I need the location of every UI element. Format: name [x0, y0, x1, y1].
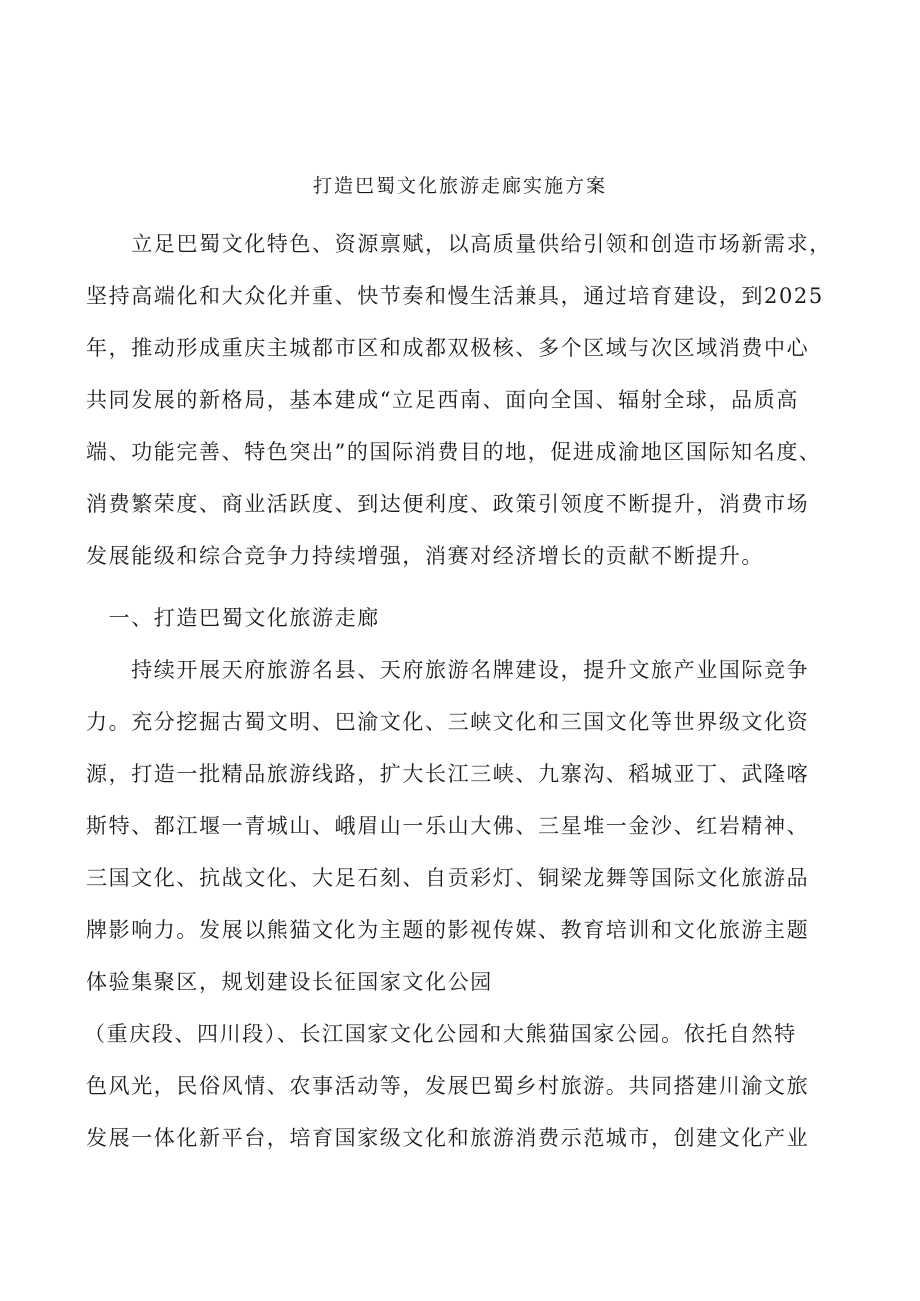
paragraph-2-line: 源，打造一批精品旅游线路，扩大长江三峡、九寨沟、稻城亚丁、武隆喀 [86, 762, 810, 786]
paragraph-2-line: （重庆段、四川段）、长江国家文化公园和大熊猫国家公园。依托自然特 [84, 1022, 797, 1046]
paragraph-1-line: 坚持高端化和大众化并重、快节奏和慢生活兼具，通过培育建设，到2025 [86, 284, 824, 308]
paragraph-2-line: 发展一体化新平台，培育国家级文化和旅游消费示范城市，创建文化产业 [86, 1126, 810, 1150]
paragraph-1-line: 发展能级和综合竞争力持续增强，消赛对经济增长的贡献不断提升。 [86, 544, 764, 568]
paragraph-1-line: 年，推动形成重庆主城都市区和成都双极核、多个区域与次区域消费中心 [86, 336, 810, 360]
paragraph-2-line: 持续开展天府旅游名县、天府旅游名牌建设，提升文旅产业国际竞争 [86, 658, 810, 682]
paragraph-1-line: 消费繁荣度、商业活跃度、到达便利度、政策引领度不断提升，消费市场 [86, 492, 810, 516]
paragraph-2-line: 斯特、都江堰一青城山、峨眉山一乐山大佛、三星堆一金沙、红岩精神、 [86, 814, 810, 838]
paragraph-2-line: 三国文化、抗战文化、大足石刻、自贡彩灯、铜梁龙舞等国际文化旅游品 [86, 866, 810, 890]
paragraph-1-line: 共同发展的新格局，基本建成“立足西南、面向全国、辐射全球，品质高 [86, 388, 799, 412]
paragraph-1-line: 立足巴蜀文化特色、资源禀赋，以高质量供给引领和创造市场新需求， [86, 232, 832, 256]
section-heading: 一、打造巴蜀文化旅游走廊 [86, 606, 380, 630]
paragraph-2-line: 色风光，民俗风情、农事活动等，发展巴蜀乡村旅游。共同搭建川渝文旅 [86, 1074, 810, 1098]
document-title: 打造巴蜀文化旅游走廊实施方案 [312, 175, 607, 197]
paragraph-1-line: 端、功能完善、特色突出”的国际消费目的地，促进成渝地区国际知名度、 [86, 440, 822, 464]
paragraph-2-line: 力。充分挖掘古蜀文明、巴渝文化、三峡文化和三国文化等世界级文化资 [86, 710, 810, 734]
paragraph-2-line: 体验集聚区，规划建设长征国家文化公园 [86, 970, 493, 994]
paragraph-2-line: 牌影响力。发展以熊猫文化为主题的影视传媒、教育培训和文化旅游主题 [86, 918, 810, 942]
